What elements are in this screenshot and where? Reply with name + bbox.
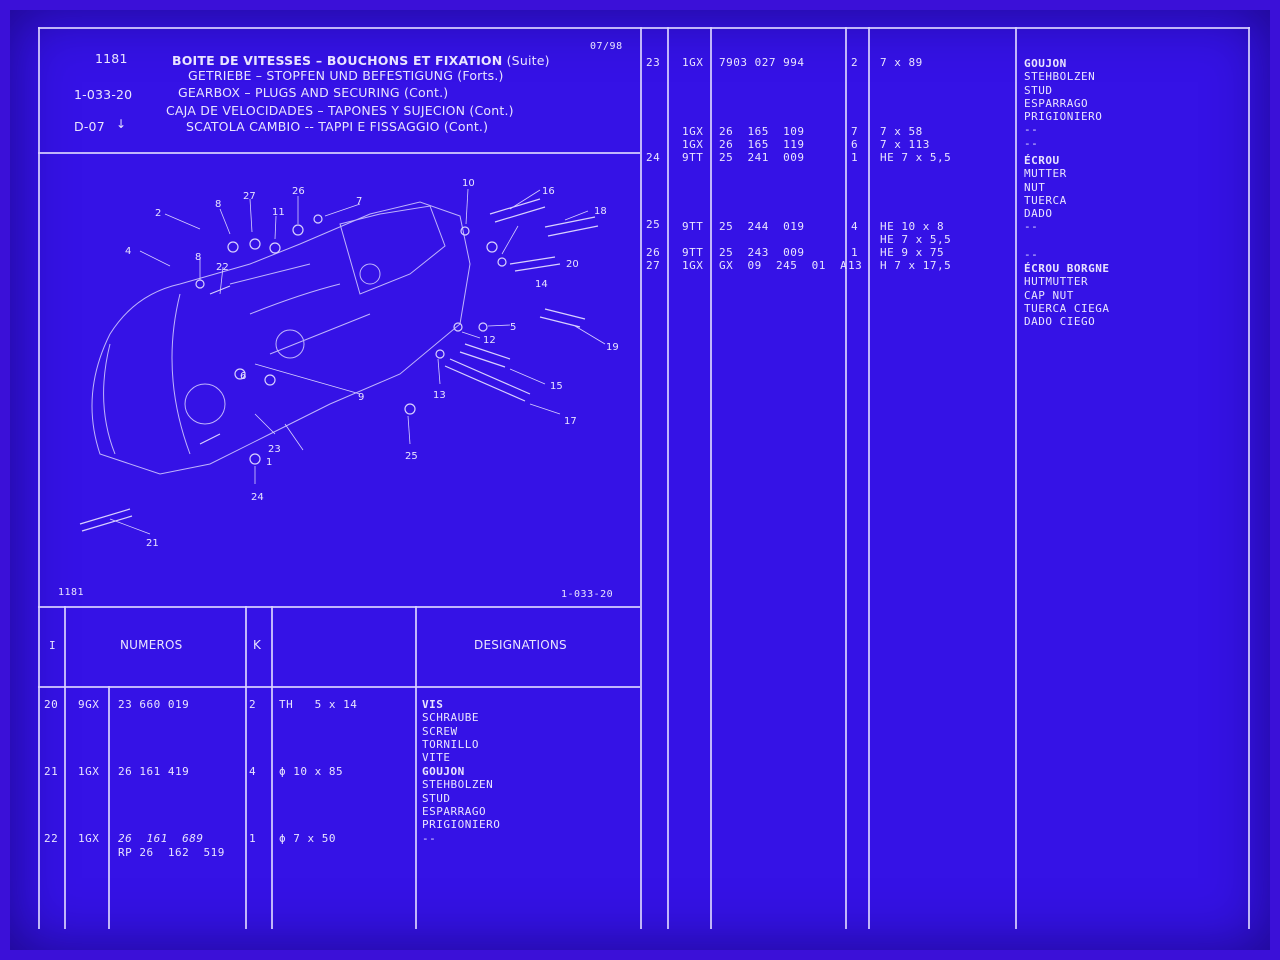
row-dim: ϕ 7 x 50 <box>279 832 336 845</box>
title-fr-main: BOITE DE VITESSES – BOUCHONS ET FIXATION <box>172 53 503 68</box>
row-designation: GOUJON STEHBOLZEN STUD ESPARRAGO PRIGIONIERO <box>422 765 501 832</box>
frame-right <box>1248 27 1250 929</box>
row-number: 26 165 109 <box>719 125 805 138</box>
callout-label: 26 <box>292 186 305 197</box>
row-number: 7903 027 994 <box>719 56 805 69</box>
row-qty: 1 <box>249 832 257 845</box>
col-line-desig <box>415 606 417 929</box>
callout-label: 13 <box>433 390 446 401</box>
row-qty: 1 <box>851 246 859 259</box>
row-dim: 7 x 89 <box>880 56 923 69</box>
row-prefix: 9TT <box>682 220 704 233</box>
row-dim: TH 5 x 14 <box>279 698 358 711</box>
header-ref: 1-033-20 <box>74 87 133 102</box>
callout-label: 9 <box>358 392 365 403</box>
title-it-suffix: (Cont.) <box>443 119 489 134</box>
callout-label: 11 <box>272 207 285 218</box>
row-qty: 6 <box>851 138 859 151</box>
row-qty: 4 <box>249 765 257 778</box>
row-qty: 1 <box>851 151 859 164</box>
callout-label: 8 <box>195 252 202 263</box>
col-header-i: I <box>49 639 57 652</box>
callout-label: 14 <box>535 279 548 290</box>
row-dim: HE 7 x 5,5 <box>880 151 952 164</box>
col-line-k-left <box>245 606 247 929</box>
callout-label: 17 <box>564 416 577 427</box>
row-dim: 7 x 58 <box>880 125 923 138</box>
callout-label: 15 <box>550 381 563 392</box>
row-item: 23 <box>646 56 661 69</box>
row-designation: VIS SCHRAUBE SCREW TORNILLO VITE <box>422 698 479 765</box>
callout-label: 8 <box>215 199 222 210</box>
diagram-footer-right: 1-033-20 <box>561 589 614 600</box>
row-dim: ϕ 10 x 85 <box>279 765 344 778</box>
row-number: 26 161 419 <box>118 765 190 778</box>
col-header-k: K <box>253 638 262 652</box>
left-section-right-border <box>640 27 642 929</box>
header-page: D-07 <box>74 119 105 134</box>
title-es-main: CAJA DE VELOCIDADES – TAPONES Y SUJECION <box>166 103 466 118</box>
row-number: 26 161 689 <box>118 832 204 845</box>
title-es <box>166 104 514 117</box>
row-prefix: 1GX <box>682 259 704 272</box>
callout-label: 24 <box>251 492 264 503</box>
title-de <box>188 69 504 82</box>
title-en <box>178 86 448 99</box>
row-item: 27 <box>646 259 661 272</box>
down-arrow-icon: ↓ <box>116 117 127 131</box>
callout-label: 16 <box>542 186 555 197</box>
callout-label: 25 <box>405 451 418 462</box>
diagram-footer-left: 1181 <box>58 587 85 598</box>
row-prefix: 9TT <box>682 246 704 259</box>
row-prefix: 1GX <box>682 125 704 138</box>
row-qty: 7 <box>851 125 859 138</box>
designation-goujon: GOUJON STEHBOLZEN STUD ESPARRAGO PRIGIONIERO -- -- <box>1024 57 1103 150</box>
row-prefix: 9GX <box>78 698 100 711</box>
callout-label: 21 <box>146 538 159 549</box>
diagram-callouts <box>125 178 619 549</box>
row-dim: H 7 x 17,5 <box>880 259 952 272</box>
callout-label: 1 <box>266 457 273 468</box>
callout-label: 22 <box>216 262 229 273</box>
row-prefix: 1GX <box>682 138 704 151</box>
callout-label: 18 <box>594 206 607 217</box>
row-dim: HE 10 x 8 <box>880 220 945 233</box>
title-it-main: SCATOLA CAMBIO -- TAPPI E FISSAGGIO <box>186 119 440 134</box>
right-col-line-k-left <box>845 27 847 929</box>
callout-label: 20 <box>566 259 579 270</box>
header-code: 1181 <box>95 51 128 66</box>
right-col-line-desig <box>1015 27 1017 929</box>
title-en-suffix: (Cont.) <box>404 85 449 100</box>
row-number: 23 660 019 <box>118 698 190 711</box>
col-header-designations: DESIGNATIONS <box>474 638 567 652</box>
callout-label: 5 <box>510 322 517 333</box>
frame-top <box>38 27 1250 29</box>
right-col-line-prefix <box>710 27 712 929</box>
callout-label: 6 <box>240 371 247 382</box>
row-item: 24 <box>646 151 661 164</box>
row-number: GX 09 245 01 A <box>719 259 848 272</box>
row-designation: -- <box>422 832 437 845</box>
designation-dash: -- <box>1024 248 1039 261</box>
row-number-replacement: RP 26 162 519 <box>118 846 225 859</box>
gearbox-exploded-diagram <box>40 154 640 606</box>
title-it <box>186 120 488 133</box>
callout-label: 2 <box>155 208 162 219</box>
row-qty: 13 <box>848 259 863 272</box>
row-qty: 4 <box>851 220 859 233</box>
row-qty: 2 <box>249 698 257 711</box>
row-prefix: 1GX <box>682 56 704 69</box>
row-item: 22 <box>44 832 59 845</box>
callout-label: 12 <box>483 335 496 346</box>
title-en-main: GEARBOX – PLUGS AND SECURING <box>178 85 400 100</box>
designation-ecrou: ÉCROU MUTTER NUT TUERCA DADO -- <box>1024 154 1067 234</box>
title-fr <box>172 54 550 67</box>
designation-ecrou-borgne: ÉCROU BORGNE HUTMUTTER CAP NUT TUERCA CIEGA DADO CIEGO <box>1024 262 1110 329</box>
row-prefix: 1GX <box>78 832 100 845</box>
row-item: 26 <box>646 246 661 259</box>
row-prefix: 9TT <box>682 151 704 164</box>
title-de-suffix: (Forts.) <box>457 68 504 83</box>
col-line-prefix <box>108 686 110 929</box>
row-dim: 7 x 113 <box>880 138 930 151</box>
callout-label: 27 <box>243 191 256 202</box>
col-line-i <box>64 606 66 929</box>
title-fr-suffix: (Suite) <box>506 53 550 68</box>
diagram-bottom-divider <box>38 606 640 608</box>
row-prefix: 1GX <box>78 765 100 778</box>
row-qty: 2 <box>851 56 859 69</box>
col-header-numeros: NUMEROS <box>120 638 183 652</box>
table-header-divider <box>38 686 640 688</box>
right-col-line-i <box>667 27 669 929</box>
row-number: 25 244 019 <box>719 220 805 233</box>
row-item: 25 <box>646 218 661 231</box>
right-col-line-k-right <box>868 27 870 929</box>
row-number: 26 165 119 <box>719 138 805 151</box>
callout-label: 23 <box>268 444 281 455</box>
title-de-main: GETRIEBE – STOPFEN UND BEFESTIGUNG <box>188 68 454 83</box>
title-es-suffix: (Cont.) <box>469 103 514 118</box>
header-date: 07/98 <box>590 41 623 52</box>
col-line-k-right <box>271 606 273 929</box>
callout-label: 10 <box>462 178 475 189</box>
callout-label: 4 <box>125 246 132 257</box>
row-dim: HE 9 x 75 <box>880 246 945 259</box>
callout-label: 7 <box>356 196 363 207</box>
row-item: 21 <box>44 765 59 778</box>
row-dim: HE 7 x 5,5 <box>880 233 952 246</box>
callout-label: 19 <box>606 342 619 353</box>
row-number: 25 243 009 <box>719 246 805 259</box>
row-item: 20 <box>44 698 59 711</box>
row-number: 25 241 009 <box>719 151 805 164</box>
